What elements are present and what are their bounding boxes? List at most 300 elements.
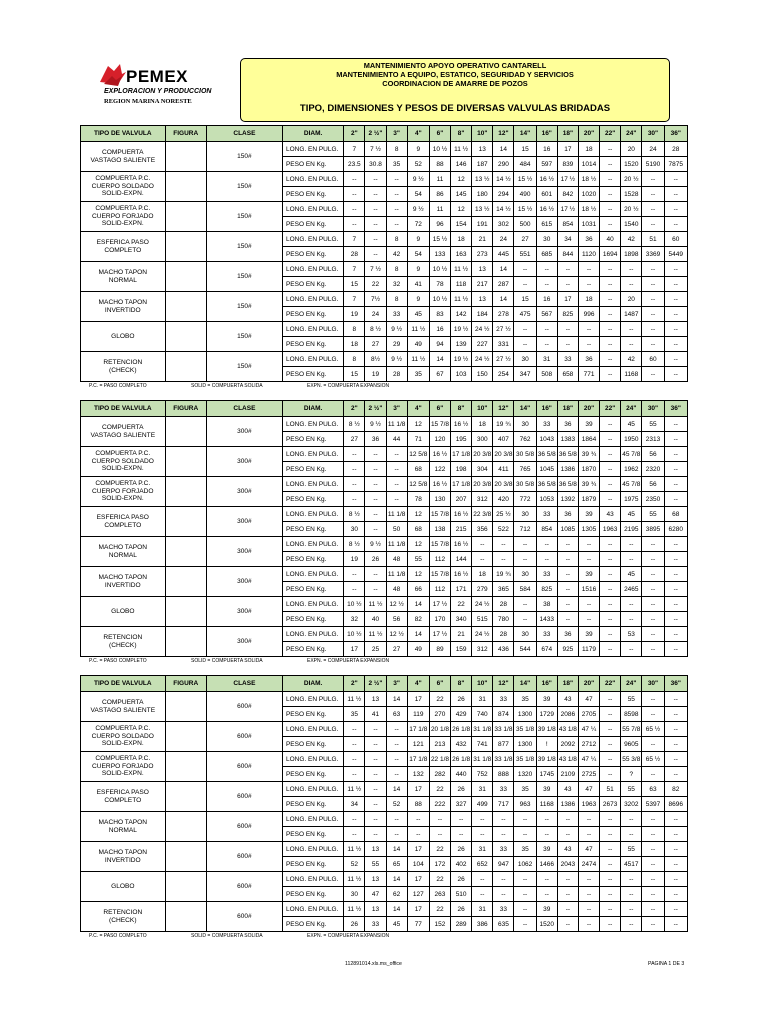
cell-weight: -- [621, 887, 642, 902]
cell-weight: 1520 [536, 917, 557, 932]
cell-weight: 1386 [557, 462, 578, 477]
column-header: 6" [429, 676, 450, 692]
cell-length: 38 [536, 597, 557, 612]
cell-weight: 331 [493, 337, 514, 352]
cell-length: 35 [514, 782, 536, 797]
cell-weight: -- [600, 432, 621, 447]
valve-name-line: COMPUERTA [102, 424, 144, 431]
cell-weight: 30 [344, 887, 365, 902]
table-row [81, 722, 688, 737]
cell-length: 11 1/8 [386, 507, 407, 522]
cell-length: 14 [386, 782, 407, 797]
cell-length: 43 1/8 [557, 722, 578, 737]
row-label: PESO EN Kg. [282, 522, 343, 537]
row-label: LONG. EN PULG. [282, 812, 343, 827]
cell-weight: 1031 [578, 217, 599, 232]
cell-length: 11 ½ [344, 842, 365, 857]
cell-weight: 30 [344, 522, 365, 537]
cell-weight: -- [600, 737, 621, 752]
cell-length: 28 [664, 142, 687, 157]
cell-length: -- [664, 842, 687, 857]
cell-weight: 27 [365, 337, 386, 352]
note-paso-completo: P.C. = PASO COMPLETO [89, 933, 147, 939]
column-header: 16" [536, 676, 557, 692]
cell-weight: 282 [429, 767, 450, 782]
valve-name-line: CUERPO SOLDADO [91, 732, 154, 740]
cell-weight: -- [664, 187, 687, 202]
cell-length: -- [365, 567, 386, 582]
cell-weight: 71 [407, 432, 429, 447]
cell-weight: 22 [365, 277, 386, 292]
valve-name-line: COMPLETO [104, 796, 142, 804]
cell-length: 39 [536, 692, 557, 707]
cell-weight: 23.5 [344, 157, 365, 172]
cell-length: -- [600, 352, 621, 367]
cell-length: 11 [429, 202, 450, 217]
cell-length: 10 ½ [344, 597, 365, 612]
cell-weight: 278 [493, 307, 514, 322]
cell-weight: -- [386, 737, 407, 752]
cell-length: -- [365, 722, 386, 737]
table-row [81, 537, 688, 552]
cell-length: 7 [344, 232, 365, 247]
cell-weight: -- [664, 552, 687, 567]
cell-length: 31 [472, 782, 493, 797]
cell-length: 43 [600, 507, 621, 522]
clase-cell: 600# [206, 782, 282, 812]
cell-weight: 1962 [621, 462, 642, 477]
cell-weight: 29 [386, 337, 407, 352]
cell-length: 22 [429, 872, 450, 887]
cell-weight: 8696 [664, 797, 687, 812]
cell-length: 43 [557, 692, 578, 707]
cell-weight: 1520 [621, 157, 642, 172]
cell-weight: 411 [493, 462, 514, 477]
note-compuerta-expansion: EXPN. = COMPUERTA EXPANSION [307, 383, 390, 389]
cell-weight: 171 [451, 582, 472, 597]
cell-length: -- [514, 597, 536, 612]
cell-length: -- [664, 537, 687, 552]
cell-length: 17 [557, 292, 578, 307]
cell-length: -- [664, 352, 687, 367]
cell-length: -- [451, 812, 472, 827]
row-label: PESO EN Kg. [282, 367, 343, 382]
column-header: 18" [557, 676, 578, 692]
cell-weight: -- [664, 277, 687, 292]
cell-weight: 49 [407, 642, 429, 657]
cell-length: 13 [365, 692, 386, 707]
cell-weight: 947 [493, 857, 514, 872]
cell-length: 35 1/8 [514, 722, 536, 737]
cell-weight: 475 [514, 307, 536, 322]
cell-weight: 279 [472, 582, 493, 597]
cell-weight: -- [472, 827, 493, 842]
column-header: 4" [407, 401, 429, 417]
cell-length: 11 ½ [407, 352, 429, 367]
cell-weight: 4517 [621, 857, 642, 872]
table-row [81, 812, 688, 827]
valve-name [81, 142, 166, 172]
cell-weight: -- [365, 492, 386, 507]
note-compuerta-solida: SOLID = COMPUERTA SOLIDA [191, 658, 263, 664]
valve-name [81, 842, 166, 872]
cell-length: -- [557, 322, 578, 337]
cell-length: 11 1/8 [386, 537, 407, 552]
table-row [81, 322, 688, 337]
cell-weight: -- [664, 887, 687, 902]
cell-weight: 740 [472, 707, 493, 722]
cell-length: 40 [600, 232, 621, 247]
cell-length: 13 [472, 262, 493, 277]
valve-name-line: (CHECK) [109, 641, 137, 649]
cell-length: 39 ¾ [578, 477, 599, 492]
cell-weight: 762 [514, 432, 536, 447]
cell-weight: -- [536, 552, 557, 567]
cell-weight: 119 [407, 707, 429, 722]
cell-weight: 300 [472, 432, 493, 447]
cell-weight: 26 [344, 917, 365, 932]
cell-weight: 82 [407, 612, 429, 627]
cell-weight: -- [557, 887, 578, 902]
cell-weight: -- [536, 277, 557, 292]
cell-length: -- [557, 262, 578, 277]
cell-length: 14 [407, 627, 429, 642]
cell-length: 12 ½ [386, 597, 407, 612]
cell-weight: 1045 [536, 462, 557, 477]
cell-weight: -- [600, 337, 621, 352]
cell-weight: 515 [472, 612, 493, 627]
figura-cell [165, 142, 206, 172]
cell-weight: 825 [557, 307, 578, 322]
cell-length: 27 ½ [493, 352, 514, 367]
cell-weight: 312 [472, 642, 493, 657]
figura-cell [165, 507, 206, 537]
cell-length: 35 [514, 692, 536, 707]
cell-length: 9 ½ [386, 322, 407, 337]
cell-length: -- [642, 567, 664, 582]
cell-length: 9 ½ [365, 417, 386, 432]
row-label: LONG. EN PULG. [282, 722, 343, 737]
column-header: 22" [600, 126, 621, 142]
cell-length: 60 [642, 352, 664, 367]
cell-weight: 854 [557, 217, 578, 232]
cell-length: -- [621, 872, 642, 887]
column-header: CLASE [206, 401, 282, 417]
figura-cell [165, 477, 206, 507]
cell-length: 33 [493, 902, 514, 917]
cell-length: -- [344, 567, 365, 582]
cell-length: 33 [493, 692, 514, 707]
cell-length: 25 ½ [493, 507, 514, 522]
logo-subtitle: EXPLORACION Y PRODUCCION [104, 88, 212, 95]
column-header: 12" [493, 126, 514, 142]
cell-weight: 36 [365, 432, 386, 447]
cell-length: -- [600, 692, 621, 707]
figura-cell [165, 202, 206, 232]
cell-length: -- [472, 537, 493, 552]
cell-weight: -- [664, 857, 687, 872]
note-paso-completo: P.C. = PASO COMPLETO [89, 658, 147, 664]
cell-weight: 68 [407, 462, 429, 477]
cell-weight: -- [664, 307, 687, 322]
cell-weight: -- [557, 612, 578, 627]
cell-length: -- [600, 292, 621, 307]
column-header: 2" [344, 126, 365, 142]
cell-weight: 2705 [578, 707, 599, 722]
valve-name-line: (CHECK) [109, 366, 137, 374]
cell-weight: 1305 [578, 522, 599, 537]
clase-cell: 600# [206, 692, 282, 722]
cell-length: 22 [429, 842, 450, 857]
cell-weight: -- [557, 552, 578, 567]
cell-length: 15 7/8 [429, 567, 450, 582]
cell-length: -- [514, 902, 536, 917]
column-header: 6" [429, 126, 450, 142]
cell-length: 14 [493, 142, 514, 157]
cell-weight: -- [664, 827, 687, 842]
valve-name-line: COMPUERTA P.C. [95, 205, 151, 213]
cell-weight: -- [536, 337, 557, 352]
cell-weight: 772 [514, 492, 536, 507]
cell-length: -- [365, 447, 386, 462]
table-header-row [81, 401, 688, 417]
cell-weight: 145 [451, 187, 472, 202]
row-label: PESO EN Kg. [282, 432, 343, 447]
column-header: 10" [472, 126, 493, 142]
cell-length: 20 [621, 142, 642, 157]
cell-length: -- [600, 262, 621, 277]
cell-length: 11 ½ [344, 902, 365, 917]
valve-name-line: COMPUERTA [102, 149, 144, 156]
cell-length: 17 [407, 872, 429, 887]
figura-cell [165, 872, 206, 902]
cell-length: 33 [536, 417, 557, 432]
cell-length: 11 1/8 [386, 567, 407, 582]
cell-weight: 72 [407, 217, 429, 232]
cell-length: -- [386, 172, 407, 187]
cell-weight: 1694 [600, 247, 621, 262]
clase-cell: 300# [206, 627, 282, 657]
valve-name-line: ESFERICA PASO [96, 514, 149, 521]
valve-name-line: SOLID-EXPN. [101, 220, 144, 228]
cell-weight: 8598 [621, 707, 642, 722]
cell-length: 9 [407, 292, 429, 307]
cell-weight: 510 [451, 887, 472, 902]
row-label: PESO EN Kg. [282, 582, 343, 597]
row-label: LONG. EN PULG. [282, 537, 343, 552]
figura-cell [165, 322, 206, 352]
cell-weight: -- [344, 217, 365, 232]
cell-length: -- [600, 902, 621, 917]
cell-weight: 1487 [621, 307, 642, 322]
cell-length: 18 ½ [578, 202, 599, 217]
cell-length: 9 ½ [407, 172, 429, 187]
cell-length: 11 [429, 172, 450, 187]
cell-length: 18 [451, 232, 472, 247]
cell-length: 47 [578, 842, 599, 857]
cell-length: 53 [621, 627, 642, 642]
valve-name-line: VASTAGO SALIENTE [90, 706, 156, 714]
cell-weight: -- [557, 582, 578, 597]
valve-name-line: MACHO TAPON [98, 299, 148, 306]
valve-name-line: NORMAL [108, 826, 137, 834]
cell-weight: -- [557, 917, 578, 932]
valve-name [81, 782, 166, 812]
cell-weight: -- [621, 552, 642, 567]
cell-length: 39 [536, 902, 557, 917]
cell-length: -- [621, 262, 642, 277]
cell-length: -- [536, 322, 557, 337]
cell-length: 21 [451, 627, 472, 642]
valve-name-line: INVERTIDO [104, 856, 141, 864]
valve-name-line: (CHECK) [109, 916, 137, 924]
cell-weight: 120 [429, 432, 450, 447]
row-label: PESO EN Kg. [282, 187, 343, 202]
cell-weight: 28 [344, 247, 365, 262]
cell-length: 30 [514, 507, 536, 522]
cell-weight: -- [664, 737, 687, 752]
figura-cell [165, 292, 206, 322]
pemex-logo [98, 62, 218, 110]
valve-name-line: MACHO TAPON [98, 819, 148, 826]
cell-length: -- [621, 322, 642, 337]
cell-length: -- [557, 567, 578, 582]
cell-length: 36 [578, 352, 599, 367]
valve-name-line: GLOBO [111, 607, 135, 615]
clase-cell: 300# [206, 567, 282, 597]
cell-length: 36 5/8 [557, 447, 578, 462]
valve-name-line: RETENCION [103, 909, 143, 916]
cell-length: 18 [578, 292, 599, 307]
cell-weight: 1950 [621, 432, 642, 447]
cell-length: 35 1/8 [514, 752, 536, 767]
cell-weight: 2320 [642, 462, 664, 477]
cell-weight: 1745 [536, 767, 557, 782]
figura-cell [165, 692, 206, 722]
cell-length: 14 [386, 872, 407, 887]
cell-weight: -- [664, 612, 687, 627]
valve-table-600 [80, 675, 688, 932]
cell-weight: -- [600, 917, 621, 932]
cell-length: 22 3/8 [472, 507, 493, 522]
cell-length: 9 [407, 232, 429, 247]
cell-length: 22 1/8 [429, 752, 450, 767]
cell-length: 36 [578, 232, 599, 247]
cell-weight: 584 [514, 582, 536, 597]
cell-length: -- [493, 812, 514, 827]
cell-length: -- [514, 322, 536, 337]
cell-weight: -- [642, 337, 664, 352]
cell-length: 13 [472, 142, 493, 157]
cell-weight: 2086 [557, 707, 578, 722]
cell-weight: 35 [344, 707, 365, 722]
cell-weight: 674 [536, 642, 557, 657]
cell-length: 33 [536, 507, 557, 522]
cell-length: 10 ½ [429, 292, 450, 307]
cell-length: 28 [493, 597, 514, 612]
cell-weight: 270 [429, 707, 450, 722]
column-header: 20" [578, 676, 599, 692]
cell-weight: -- [386, 767, 407, 782]
cell-weight: -- [642, 187, 664, 202]
cell-weight: -- [386, 827, 407, 842]
column-header: FIGURA [165, 126, 206, 142]
cell-length: 55 3/8 [621, 752, 642, 767]
cell-length: -- [642, 172, 664, 187]
cell-weight: 499 [472, 797, 493, 812]
cell-length: -- [664, 692, 687, 707]
cell-weight: -- [664, 217, 687, 232]
cell-length: 42 [621, 232, 642, 247]
cell-length: 39 [578, 567, 599, 582]
cell-length: 9 ½ [365, 537, 386, 552]
cell-weight: 65 [386, 857, 407, 872]
cell-length: -- [557, 597, 578, 612]
cell-weight: 752 [472, 767, 493, 782]
cell-weight: -- [600, 582, 621, 597]
header-box [240, 58, 670, 122]
cell-length: -- [600, 812, 621, 827]
cell-weight: 67 [429, 367, 450, 382]
column-header: 14" [514, 401, 536, 417]
valve-name-line: COMPUERTA P.C. [95, 175, 151, 183]
cell-length: 17 ½ [557, 172, 578, 187]
cell-weight: 294 [493, 187, 514, 202]
row-label: LONG. EN PULG. [282, 202, 343, 217]
cell-length: 22 [429, 692, 450, 707]
cell-length: -- [386, 202, 407, 217]
valve-name [81, 902, 166, 932]
clase-cell: 600# [206, 722, 282, 752]
cell-length: 63 [642, 782, 664, 797]
column-header: TIPO DE VALVULA [81, 676, 166, 692]
cell-weight: 1383 [557, 432, 578, 447]
row-label: PESO EN Kg. [282, 707, 343, 722]
cell-length: 16 ½ [451, 417, 472, 432]
valve-name-line: SOLID-EXPN. [101, 465, 144, 473]
column-header: 2" [344, 676, 365, 692]
cell-length: 11 ½ [344, 872, 365, 887]
cell-length: 56 [642, 447, 664, 462]
cell-weight: -- [621, 612, 642, 627]
cell-weight: 302 [493, 217, 514, 232]
cell-weight: 356 [472, 522, 493, 537]
clase-cell: 300# [206, 477, 282, 507]
clase-cell: 150# [206, 352, 282, 382]
column-header: 22" [600, 676, 621, 692]
cell-length: 36 [557, 507, 578, 522]
table-row [81, 782, 688, 797]
cell-weight: -- [514, 887, 536, 902]
clase-cell: 300# [206, 447, 282, 477]
cell-weight: 77 [407, 917, 429, 932]
cell-weight: 1014 [578, 157, 599, 172]
cell-weight: 3895 [642, 522, 664, 537]
cell-weight: 2313 [642, 432, 664, 447]
table-row [81, 202, 688, 217]
cell-length: -- [578, 902, 599, 917]
cell-length: 26 [451, 692, 472, 707]
cell-weight: -- [365, 827, 386, 842]
cell-length: 12 ½ [386, 627, 407, 642]
cell-weight: 152 [429, 917, 450, 932]
cell-length: 33 [557, 352, 578, 367]
cell-length: 10 ½ [429, 142, 450, 157]
cell-length: 20 3/8 [472, 477, 493, 492]
valve-name-line: VASTAGO SALIENTE [90, 156, 156, 164]
cell-length: -- [600, 202, 621, 217]
cell-length: 24 [642, 142, 664, 157]
